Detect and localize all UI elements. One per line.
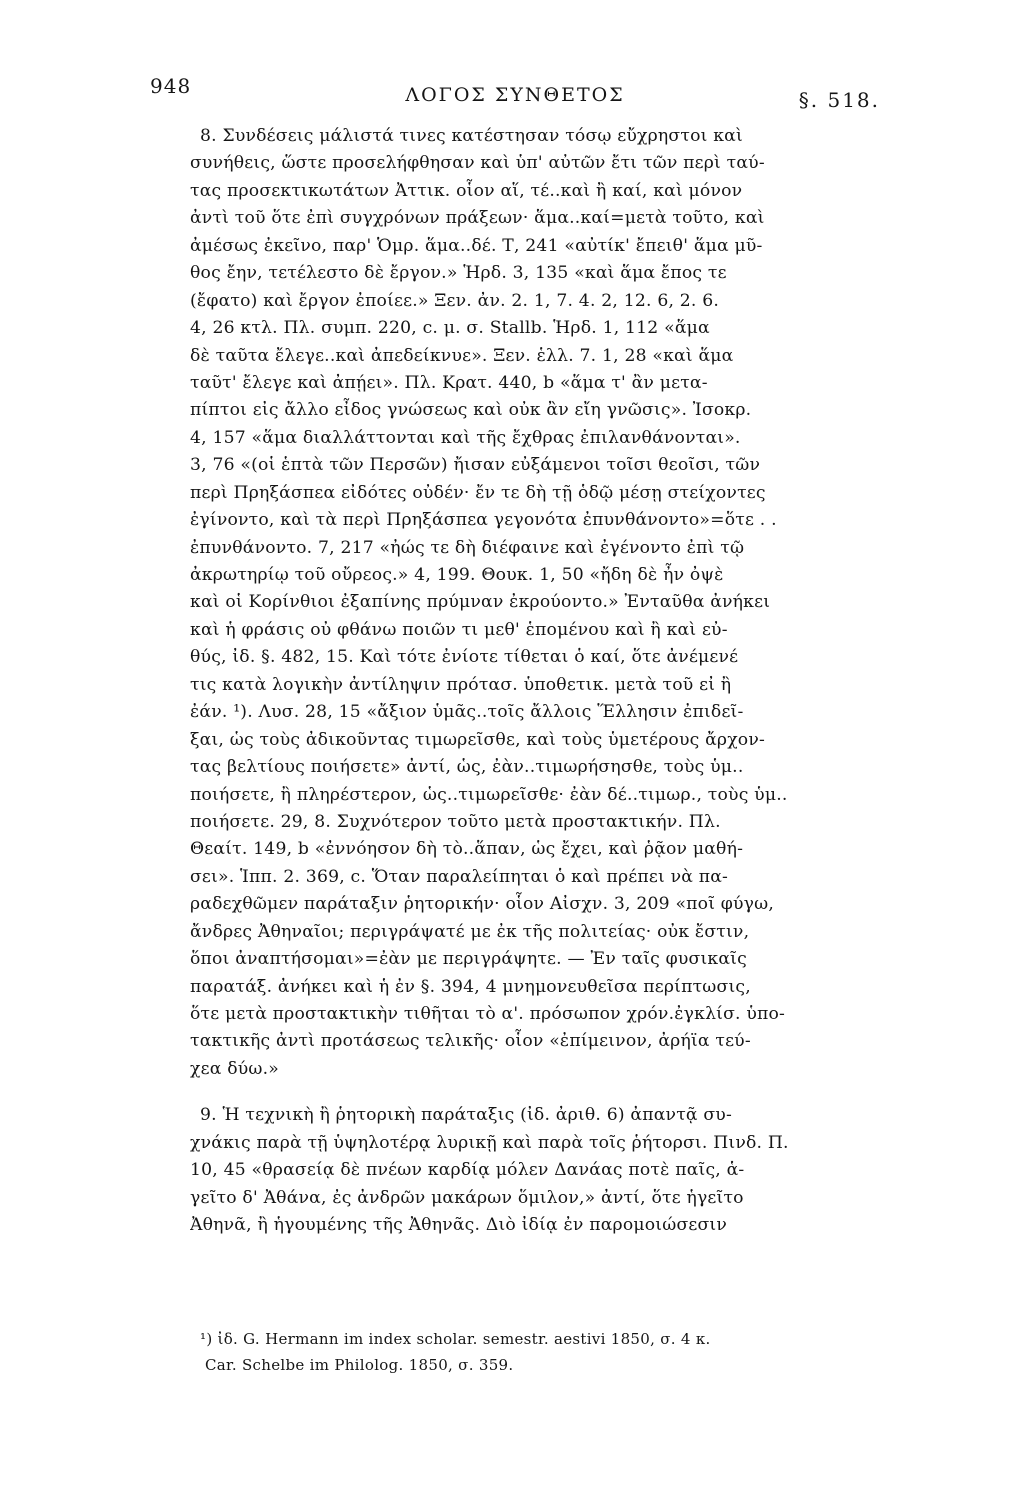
text-line: τας βελτίους ποιήσετε» ἀντί, ὡς, ἐὰν..τιμωρήσησθε, τοὺς ὑμ..: [190, 757, 744, 778]
text-line: περὶ Πρηξάσπεα εἰδότες οὐδέν· ἔν τε δὴ τῇ ὁδῷ μέσῃ στείχοντες: [190, 482, 766, 503]
text-line: πίπτοι εἰς ἄλλο εἶδος γνώσεως καὶ οὐκ ἂν εἴη γνῶσις». Ἰσοκρ.: [190, 400, 752, 421]
text-line: (ἔφατο) καὶ ἔργον ἐποίεε.» Ξεν. ἀν. 2. 1, 7. 4. 2, 12. 6, 2. 6.: [190, 290, 720, 311]
text-line: χνάκις παρὰ τῇ ὑψηλοτέρᾳ λυρικῇ καὶ παρὰ τοῖς ῥήτορσι. Πινδ. Π.: [190, 1132, 789, 1153]
text-line: Ἀθηνᾶ, ἢ ἡγουμένης τῆς Ἀθηνᾶς. Διὸ ἰδίᾳ ἐν παρομοιώσεσιν: [190, 1215, 728, 1236]
running-title: ΛΟΓΟΣ ΣΥΝΘΕΤΟΣ: [405, 84, 625, 106]
text-line: ἄνδρες Ἀθηναῖοι; περιγράψατέ με ἐκ τῆς πολιτείας· οὐκ ἔστιν,: [190, 921, 750, 942]
text-line: 4, 26 κτλ. Πλ. συμπ. 220, c. μ. σ. Stallb. Ἡρδ. 1, 112 «ἅμα: [190, 318, 710, 339]
text-line: Θεαίτ. 149, b «ἐννόησον δὴ τὸ..ἅπαν, ὡς ἔχει, καὶ ῥᾷον μαθή-: [190, 839, 744, 860]
footnotes: [200, 1326, 880, 1378]
text-line: ἀντὶ τοῦ ὅτε ἐπὶ συγχρόνων πράξεων· ἅμα..καί=μετὰ τοῦτο, καὶ: [190, 208, 765, 229]
text-line: παρατάξ. ἀνήκει καὶ ἡ ἐν §. 394, 4 μνημονευθεῖσα περίπτωσις,: [190, 976, 751, 997]
footnote-line: ¹) ἰδ. G. Hermann im index scholar. semestr. aestivi 1850, σ. 4 κ.: [200, 1330, 711, 1348]
text-line: 9. Ἡ τεχνικὴ ἢ ῥητορικὴ παράταξις (ἰδ. ἀριθ. 6) ἀπαντᾷ συ-: [200, 1105, 732, 1126]
text-line: 4, 157 «ἅμα διαλλάττονται καὶ τῆς ἔχθρας ἐπιλανθάνονται».: [190, 427, 741, 448]
text-line: ποιήσετε, ἢ πληρέστερον, ὡς..τιμωρεῖσθε· ἐὰν δέ..τιμωρ., τοὺς ὑμ..: [190, 784, 788, 805]
text-line: τας προσεκτικωτάτων Ἀττικ. οἷον αἵ, τέ..καὶ ἢ καί, καὶ μόνον: [190, 180, 743, 201]
paragraph-gap: [190, 1083, 880, 1102]
text-line: ἀκρωτηρίῳ τοῦ οὔρεος.» 4, 199. Θουκ. 1, 50 «ἤδη δὲ ἦν ὀψὲ: [190, 565, 724, 585]
text-line: θος ἔην, τετέλεστο δὲ ἔργον.» Ἡρδ. 3, 135 «καὶ ἅμα ἔπος τε: [190, 263, 727, 284]
text-line: χεα δύω.»: [190, 1058, 279, 1079]
text-line: τις κατὰ λογικὴν ἀντίληψιν πρότασ. ὑποθετικ. μετὰ τοῦ εἰ ἢ: [190, 674, 732, 695]
text-line: καὶ οἱ Κορίνθιοι ἐξαπίνης πρύμναν ἐκρούοντο.» Ἐνταῦθα ἀνήκει: [190, 592, 771, 613]
text-line: ὅτε μετὰ προστακτικὴν τιθῆται τὸ α'. πρόσωπον χρόν.ἐγκλίσ. ὑπο-: [190, 1004, 786, 1024]
text-line: γεῖτο δ' Ἀθάνα, ἐς ἀνδρῶν μακάρων ὅμιλον,» ἀντί, ὅτε ἡγεῖτο: [190, 1187, 744, 1208]
text-line: σει». Ἱππ. 2. 369, c. Ὅταν παραλείπηται ὁ καὶ πρέπει νὰ πα-: [190, 866, 729, 887]
text-line: ποιήσετε. 29, 8. Συχνότερον τοῦτο μετὰ προστακτικήν. Πλ.: [190, 811, 721, 832]
text-line: ἐάν. ¹). Λυσ. 28, 15 «ἄξιον ὑμᾶς..τοῖς ἄλλοις Ἕλλησιν ἐπιδεῖ-: [190, 702, 744, 723]
page-number: 948: [150, 74, 192, 98]
text-line: 3, 76 «(οἱ ἑπτὰ τῶν Περσῶν) ἤισαν εὐξάμενοι τοῖσι θεοῖσι, τῶν: [190, 455, 761, 476]
text-line: θύς, ἰδ. §. 482, 15. Καὶ τότε ἐνίοτε τίθεται ὁ καί, ὅτε ἀνέμενέ: [190, 647, 739, 668]
text-line: 10, 45 «θρασείᾳ δὲ πνέων καρδίᾳ μόλεν Δανάας ποτὲ παῖς, ἁ-: [190, 1160, 745, 1181]
text-line: 8. Συνδέσεις μάλιστά τινες κατέστησαν τόσῳ εὔχρηστοι καὶ: [200, 126, 743, 146]
text-line: ταῦτ' ἔλεγε καὶ ἀπῄει». Πλ. Κρατ. 440, b «ἅμα τ' ἂν μετα-: [190, 372, 708, 393]
footnote-line: Car. Schelbe im Philolog. 1850, σ. 359.: [205, 1356, 514, 1374]
running-header: [150, 74, 880, 114]
text-line: καὶ ἡ φράσις οὐ φθάνω ποιῶν τι μεθ' ἑπομένου καὶ ἢ καὶ εὐ-: [190, 619, 728, 640]
main-text: [190, 123, 880, 1240]
text-line: δὲ ταῦτα ἔλεγε..καὶ ἀπεδείκνυε». Ξεν. ἑλλ. 7. 1, 28 «καὶ ἅμα: [190, 345, 734, 366]
text-line: ραδεχθῶμεν παράταξιν ῥητορικήν· οἷον Αἰσχν. 3, 209 «ποῖ φύγω,: [190, 894, 775, 915]
text-line: ἐπυνθάνοντο. 7, 217 «ἠώς τε δὴ διέφαινε καὶ ἐγένοντο ἐπὶ τῷ: [190, 537, 745, 558]
text-line: ἀμέσως ἐκεῖνο, παρ' Ὁμρ. ἅμα..δέ. Τ, 241 «αὐτίκ' ἔπειθ' ἅμα μῦ-: [190, 235, 763, 256]
text-line: ξαι, ὡς τοὺς ἀδικοῦντας τιμωρεῖσθε, καὶ τοὺς ὑμετέρους ἄρχον-: [190, 729, 766, 750]
text-line: ὅποι ἀναπτήσομαι»=ἐὰν με περιγράψητε. — Ἐν ταῖς φυσικαῖς: [190, 949, 747, 970]
section-number: §. 518.: [798, 88, 880, 112]
text-line: τακτικῆς ἀντὶ προτάσεως τελικῆς· οἷον «ἐπίμεινον, ἀρήϊα τεύ-: [190, 1031, 751, 1052]
text-line: ἐγίνοντο, καὶ τὰ περὶ Πρηξάσπεα γεγονότα ἐπυνθάνοντο»=ὅτε . .: [190, 510, 777, 531]
text-line: συνήθεις, ὥστε προσελήφθησαν καὶ ὑπ' αὐτῶν ἔτι τῶν περὶ ταύ-: [190, 153, 765, 174]
